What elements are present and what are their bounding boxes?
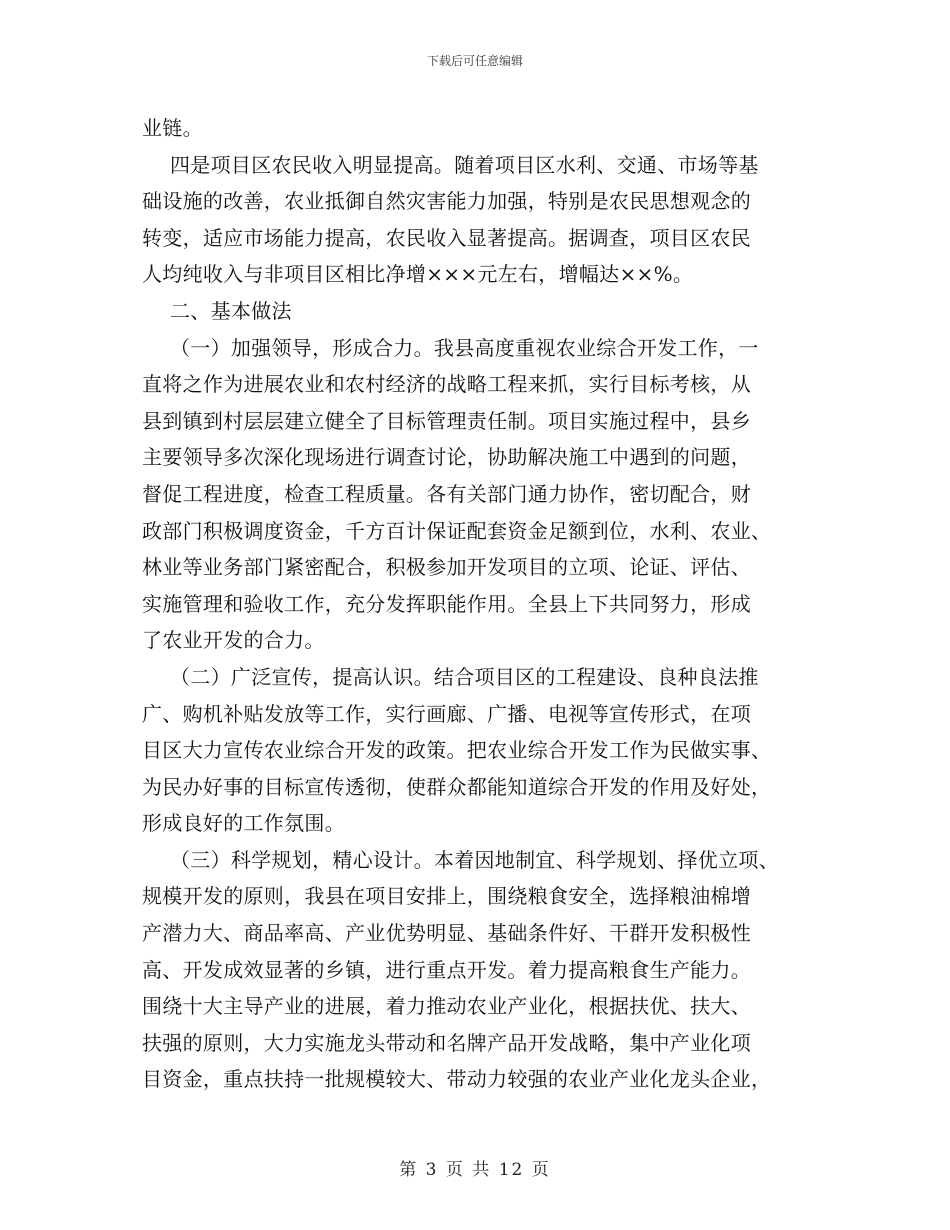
text-line: 政部门积极调度资金，千方百计保证配套资金足额到位，水利、农业、 bbox=[142, 518, 772, 543]
text-line: 人均纯收入与非项目区相比净增×××元左右，增幅达××%。 bbox=[142, 262, 694, 287]
text-line: 督促工程进度，检查工程质量。各有关部门通力协作，密切配合，财 bbox=[142, 481, 751, 506]
text-line: 产潜力大、商品率高、产业优势明显、基础条件好、干群开发积极性 bbox=[142, 921, 751, 946]
document-body bbox=[142, 110, 822, 1098]
section-heading: 二、基本做法 bbox=[170, 298, 292, 323]
text-line: 四是项目区农民收入明显提高。随着项目区水利、交通、市场等基 bbox=[170, 152, 759, 177]
text-line: 高、开发成效显著的乡镇，进行重点开发。着力提高粮食生产能力。 bbox=[142, 957, 751, 982]
text-line: 直将之作为进展农业和农村经济的战略工程来抓，实行目标考核，从 bbox=[142, 372, 751, 397]
text-line: 林业等业务部门紧密配合，积极参加开发项目的立项、论证、评估、 bbox=[142, 555, 751, 580]
text-line: 规模开发的原则，我县在项目安排上，围绕粮食安全，选择粮油棉增 bbox=[142, 884, 751, 909]
text-line: 目区大力宣传农业综合开发的政策。把农业综合开发工作为民做实事、 bbox=[142, 738, 772, 763]
text-line: 础设施的改善，农业抵御自然灾害能力加强，特别是农民思想观念的 bbox=[142, 189, 751, 214]
text-line: （一）加强领导，形成合力。我县高度重视农业综合开发工作，一 bbox=[170, 335, 759, 360]
text-line: 扶强的原则，大力实施龙头带动和名牌产品开发战略，集中产业化项 bbox=[142, 1030, 751, 1055]
text-line: 广、购机补贴发放等工作，实行画廊、广播、电视等宣传形式，在项 bbox=[142, 701, 751, 726]
text-line: 实施管理和验收工作，充分发挥职能作用。全县上下共同努力，形成 bbox=[142, 591, 751, 616]
text-line: 了农业开发的合力。 bbox=[142, 628, 325, 653]
page-number-footer: 第 3 页 共 12 页 bbox=[399, 1160, 551, 1180]
text-line: 形成良好的工作氛围。 bbox=[142, 811, 345, 836]
text-line: （二）广泛宣传，提高认识。结合项目区的工程建设、良种良法推 bbox=[170, 664, 759, 689]
page-header: 下载后可任意编辑 bbox=[426, 54, 523, 68]
text-line: 围绕十大主导产业的进展，着力推动农业产业化，根据扶优、扶大、 bbox=[142, 994, 751, 1019]
text-line: 业链。 bbox=[142, 116, 203, 140]
text-line: 县到镇到村层层建立健全了目标管理责任制。项目实施过程中，县乡 bbox=[142, 408, 751, 433]
text-line: 目资金，重点扶持一批规模较大、带动力较强的农业产业化龙头企业， bbox=[142, 1067, 772, 1092]
text-line: 主要领导多次深化现场进行调查讨论，协助解决施工中遇到的问题， bbox=[142, 445, 751, 470]
text-line: 为民办好事的目标宣传透彻，使群众都能知道综合开发的作用及好处， bbox=[142, 774, 772, 799]
text-line: （三）科学规划，精心设计。本着因地制宜、科学规划、择优立项、 bbox=[170, 847, 779, 872]
text-line: 转变，适应市场能力提高，农民收入显著提高。据调查，项目区农民 bbox=[142, 225, 751, 250]
